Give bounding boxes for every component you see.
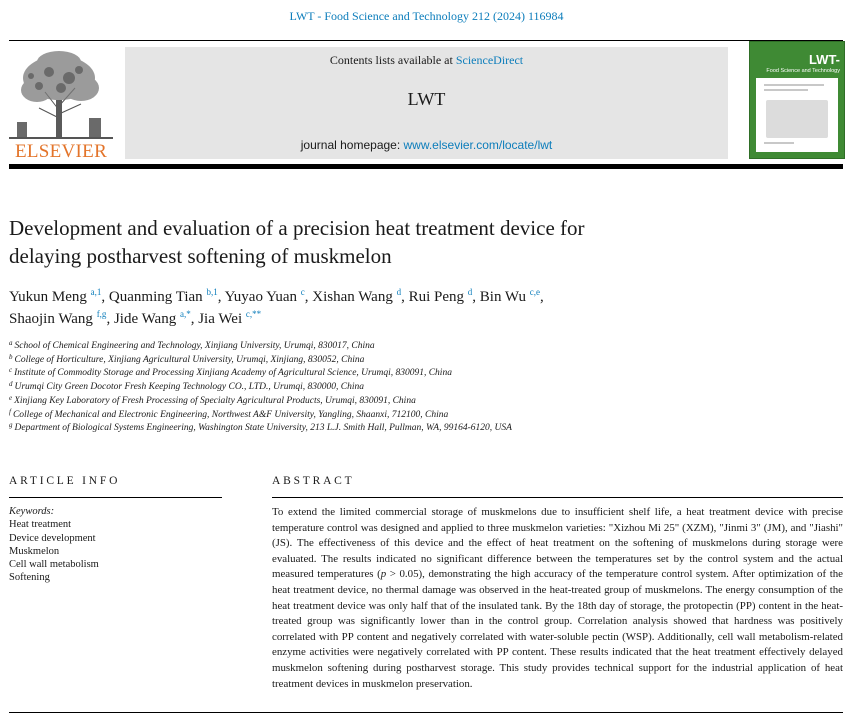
publisher-wordmark: ELSEVIER bbox=[14, 141, 108, 162]
author-name[interactable]: Rui Peng bbox=[408, 289, 465, 305]
elsevier-tree-icon bbox=[9, 48, 113, 140]
cover-title: LWT- bbox=[808, 52, 840, 67]
author-entry bbox=[312, 289, 401, 305]
affiliation-mark: a bbox=[9, 339, 13, 347]
affiliation-mark: b bbox=[9, 352, 13, 361]
author-affiliation-marks[interactable]: d bbox=[396, 287, 402, 297]
cover-text-line bbox=[764, 142, 794, 144]
affiliation-item bbox=[9, 409, 809, 423]
author-entry bbox=[480, 289, 540, 305]
author-list: Yukun Meng $^{a,1}$, Quanming Tian $^{b,1}$, Yuyao Yuan $^c$, Xishan Wang $^d$, Rui Peng $^d$, Bin Wu $^{c,e}$, Shaojin Wang $^{f,g}$, Jide Wang $^{a,*}$, Jia Wei $^{c,**}$ bbox=[9, 287, 544, 327]
author-name[interactable]: Yuyao Yuan bbox=[224, 289, 297, 305]
author-name[interactable]: Yukun Meng bbox=[9, 289, 87, 305]
author-name[interactable]: Shaojin Wang bbox=[9, 311, 93, 327]
affiliation-text: Department of Biological Systems Engineering, Washington State University, 213 L.J. Smith Hall, Pullman, WA, 99164-6120, USA bbox=[14, 423, 512, 434]
abstract-text-part: > 0.05), demonstrating the high accuracy of the temperature control system. After optimization of the heat treatment device, no thermal damage was observed in the heat-treated group of muskmelons. The energy consumption of the heat treatment device was only half that of the insulated tank. By the 18th day of storage, the protopectin (PP) content in the heat-treated group was significantly lower than in the control group. Correlation analysis showed that hardness was positively correlated with PP content and negatively correlated with water-soluble pectin (WSP). Additionally, cell wall metabolism-related enzyme activities were negatively correlated with PP content. These results indicated that the heat treatment effectively delayed muskmelon softening during postharvest storage. This study provides technical support for the industrial application of heat treatment devices in muskmelon preservation. bbox=[272, 568, 843, 690]
author-entry bbox=[9, 311, 106, 327]
affiliation-mark: f bbox=[9, 407, 11, 416]
author-affiliation-marks[interactable]: d bbox=[467, 287, 473, 297]
author-entry bbox=[409, 289, 473, 305]
journal-banner bbox=[125, 47, 728, 159]
affiliation-text: College of Horticulture, Xinjiang Agricultural University, Urumqi, Xinjiang, 830052, China bbox=[14, 354, 365, 365]
affiliation-item bbox=[9, 367, 809, 381]
author-affiliation-marks[interactable]: c,e bbox=[529, 287, 540, 297]
keyword-item: Muskmelon bbox=[9, 545, 60, 557]
keywords-block bbox=[9, 505, 222, 585]
cover-text-line bbox=[764, 84, 824, 86]
author-name[interactable]: Quanming Tian bbox=[108, 289, 203, 305]
affiliation-text: Urumqi City Green Docotor Fresh Keeping Technology CO., LTD., Urumqi, 830000, China bbox=[14, 382, 364, 393]
author-affiliation-marks[interactable]: f,g bbox=[96, 309, 107, 319]
elsevier-logo[interactable] bbox=[9, 48, 113, 160]
author-entry bbox=[198, 311, 261, 327]
affiliation-mark: c bbox=[9, 366, 13, 375]
journal-citation[interactable]: LWT - Food Science and Technology 212 (2024) 116984 bbox=[289, 9, 564, 23]
author-affiliation-marks[interactable]: c bbox=[300, 287, 305, 297]
header-top-rule bbox=[9, 40, 843, 41]
footer-rule bbox=[9, 712, 843, 713]
author-entry bbox=[109, 289, 218, 305]
homepage-link[interactable]: www.elsevier.com/locate/lwt bbox=[403, 138, 553, 152]
affiliation-text: School of Chemical Engineering and Technology, Xinjiang University, Urumqi, 830017, China bbox=[14, 341, 375, 351]
sciencedirect-link[interactable]: ScienceDirect bbox=[455, 53, 524, 67]
affiliation-mark: g bbox=[9, 421, 13, 430]
article-title bbox=[9, 214, 789, 270]
affiliation-text: College of Mechanical and Electronic Engineering, Northwest A&F University, Yangling, Shaanxi, 712100, China bbox=[12, 409, 449, 420]
keyword-item: Softening bbox=[9, 572, 50, 584]
affiliation-mark: e bbox=[9, 393, 13, 402]
author-entry bbox=[225, 289, 305, 305]
affiliation-list bbox=[9, 340, 809, 436]
affiliation-text: Institute of Commodity Storage and Processing Xinjiang Academy of Agricultural Science, Urumqi, 830091, China bbox=[14, 368, 452, 379]
affiliation-item bbox=[9, 340, 809, 354]
affiliation-item bbox=[9, 422, 809, 436]
affiliation-mark: d bbox=[9, 380, 13, 389]
journal-name: LWT bbox=[407, 89, 446, 109]
author-name[interactable]: Jia Wei bbox=[198, 311, 243, 327]
author-name[interactable]: Jide Wang bbox=[113, 311, 177, 327]
homepage-prefix: journal homepage: bbox=[300, 138, 404, 152]
author-affiliation-marks[interactable]: b,1 bbox=[206, 287, 218, 297]
keywords-label: Keywords: bbox=[9, 506, 55, 517]
keyword-item: Cell wall metabolism bbox=[9, 559, 99, 571]
article-info-heading: ARTICLE INFO bbox=[9, 475, 121, 487]
author-entry bbox=[114, 311, 191, 327]
author-name[interactable]: Xishan Wang bbox=[312, 289, 393, 305]
affiliation-item bbox=[9, 354, 809, 368]
contents-prefix: Contents lists available at bbox=[329, 53, 456, 67]
p-value-symbol: p bbox=[380, 568, 387, 581]
header-bottom-rule bbox=[9, 164, 843, 169]
contents-line bbox=[125, 53, 728, 68]
abstract-text bbox=[272, 505, 843, 692]
author-affiliation-marks[interactable]: c,** bbox=[245, 309, 262, 319]
cover-subtitle: Food Science and Technology bbox=[766, 68, 840, 74]
cover-panel bbox=[756, 78, 838, 152]
journal-cover-thumbnail[interactable] bbox=[749, 41, 845, 159]
cover-image bbox=[766, 100, 828, 138]
abstract-text-part: To extend the limited commercial storage of muskmelons due to insufficient shelf life, a heat treatment device with precise temperature control was designed and applied to three muskmelon varieties: "Xizhou Mi 25" (XZM), "Jinmi 3" (JM), and "Jiashi" (JS). The effectiveness of this device and the effect of heat treatment on the softening of muskmelons during storage were evaluated. The results indicated no significant difference between the temperatures set by the control system and the actual measured temperatures ( bbox=[272, 506, 843, 581]
homepage-line bbox=[125, 138, 728, 152]
title-line: delaying postharvest softening of muskmelon bbox=[9, 244, 392, 268]
author-entry bbox=[9, 289, 101, 305]
cover-text-line bbox=[764, 89, 808, 91]
keyword-item: Heat treatment bbox=[9, 519, 72, 531]
author-affiliation-marks[interactable]: a,* bbox=[179, 309, 191, 319]
affiliation-item bbox=[9, 381, 809, 395]
article-info-rule bbox=[9, 497, 222, 498]
abstract-heading: ABSTRACT bbox=[272, 475, 355, 487]
affiliation-item bbox=[9, 395, 809, 409]
author-name[interactable]: Bin Wu bbox=[479, 289, 526, 305]
keyword-item: Device development bbox=[9, 532, 96, 544]
affiliation-text: Xinjiang Key Laboratory of Fresh Processing of Specialty Agricultural Products, Urumqi, 830091, China bbox=[14, 395, 416, 406]
title-line: Development and evaluation of a precision heat treatment device for bbox=[9, 216, 585, 240]
author-affiliation-marks[interactable]: a,1 bbox=[90, 287, 102, 297]
abstract-rule bbox=[272, 497, 843, 498]
